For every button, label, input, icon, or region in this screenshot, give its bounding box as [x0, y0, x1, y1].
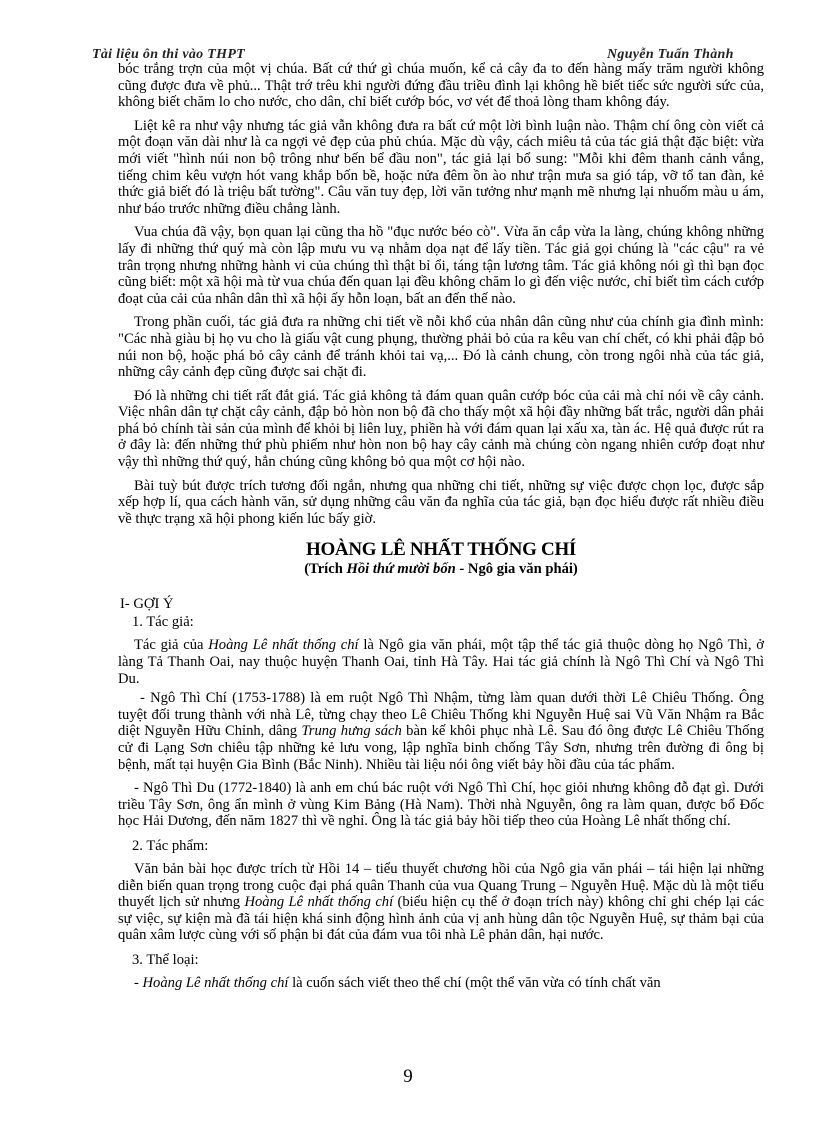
paragraph: bóc trắng trợn của một vị chúa. Bất cứ thứ gì chúa muốn, kể cả cây đa to đến hàng mấy trăm người không cũng được đưa về phủ... Thật trớ trêu khi người đứng đầu triều đình lại không hề biết tiếc sức người sức của, không biết chăm lo cho nước, cho dân, chỉ biết cướp bóc, vơ vét để thoả lòng tham không đáy. — [118, 61, 764, 111]
heading-tac-gia: 1. Tác giả: — [132, 614, 194, 631]
text-run: Tác giả của — [134, 637, 209, 654]
paragraph — [118, 637, 764, 687]
header-left: Tài liệu ôn thi vào THPT — [92, 47, 246, 62]
italic-run: Trung hưng sách — [301, 723, 402, 740]
heading-the-loai: 3. Thể loại: — [132, 951, 199, 968]
heading-goi-y: I- GỢI Ý — [120, 596, 174, 613]
italic-run: - Hoàng Lê nhất thống chí — [134, 974, 289, 991]
italic-run: Hoàng Lê nhất thống chí — [208, 637, 359, 654]
text-run: là cuốn sách viết theo thể chí (một thể văn vừa có tính chất văn — [288, 974, 661, 991]
italic-run: Hoàng Lê nhất thống chí — [244, 894, 394, 911]
paragraph: Trong phần cuối, tác giả đưa ra những chi tiết về nỗi khổ của nhân dân cũng như của chính gia đình mình: "Các nhà giàu bị họ vu cho là giấu vật cung phụng, thường phải bỏ của ra kêu van chí chết, có khi phải đập bỏ núi non bộ, hoặc phá bỏ cây cảnh để tránh khỏi tai vạ,... Đó là cảnh chung, còn trong ngôi nhà của tác giả, những cây cảnh đẹp cũng được sai chặt đi. — [118, 314, 764, 381]
paragraph — [118, 690, 764, 773]
subtitle-italic: Hồi thứ mười bốn — [346, 561, 456, 578]
subtitle-suffix: - Ngô gia văn phái) — [455, 561, 578, 578]
paragraph: Bài tuỳ bút được trích tương đối ngắn, nhưng qua những chi tiết, những sự việc được chọn lọc, được sắp xếp hợp lí, qua cách hành văn, sử dụng những câu văn đa nghĩa của tác giả, bạn đọc hiểu được rất nhiều điều về thực trạng xã hội phong kiến lúc bấy giờ. — [118, 477, 764, 527]
paragraph — [118, 861, 764, 944]
text-run: (biểu hiện cụ thể ở đoạn trích này) không chỉ ghi chép lại các sự việc, sự kiện mà đã tái hiện khá sinh động hình ảnh của vị anh hùng dân tộc Nguyễn Huệ, sự thảm bại của quân xâm lược cùng với số phận bi đát của đám vua tôi nhà Lê phản dân, hại nước. — [118, 894, 764, 944]
text-run: - Ngô Thì Chí (1753-1788) là em ruột Ngô Thì Nhậm, từng làm quan dưới thời Lê Chiêu Thống. Ông tuyệt đối trung thành với nhà Lê, từng chạy theo Lê Chiêu Thống khi Nguyễn Huệ sai Vũ Văn Nhậm ra Bắc diệt Nguyễn Hữu Chỉnh, dâng — [118, 690, 764, 740]
subtitle-prefix: (Trích — [304, 561, 347, 578]
text-run: Văn bản bài học được trích từ Hồi 14 – tiểu thuyết chương hồi của Ngô gia văn phái – tái hiện lại những diễn biến quan trọng trong cuộc đại phá quân Thanh của vua Quang Trung – Nguyễn Huệ. Mặc dù là một tiểu thuyết lịch sử nhưng — [118, 860, 764, 911]
header-right: Nguyễn Tuấn Thành — [607, 47, 734, 62]
section-title: HOÀNG LÊ NHẤT THỐNG CHÍ — [305, 539, 577, 561]
paragraph — [118, 975, 764, 992]
paragraph: Liệt kê ra như vậy nhưng tác giả vẫn không đưa ra bất cứ một lời bình luận nào. Thậm chí ông còn viết cả một đoạn văn dài như là ca ngợi vẻ đẹp của phủ chúa. Mặc dù vậy, cách miêu tả của tác giả thật đặc biệt: vừa mới viết "hình núi non bộ trông như bến bể đầu non", tác giả lại bổ sung: "Mỗi khi đêm thanh cảnh vắng, tiếng chim kêu vượn hót vang khắp bốn bề, hoặc nửa đêm ồn ào như trận mưa sa gió táp, vỡ tổ tan đàn, kẻ thức giả biết đó là triệu bất tường". Câu văn tuy đẹp, lời văn tưởng như mạnh mẽ nhưng lại nhuốm màu u ám, như báo trước những điều chẳng lành. — [118, 117, 764, 217]
section-subtitle — [118, 561, 764, 577]
text-run: là Ngô gia văn phái, một tập thể tác giả thuộc dòng họ Ngô Thì, ở làng Tả Thanh Oai, nay thuộc huyện Thanh Oai, tỉnh Hà Tây. Hai tác giả chính là Ngô Thì Chí và Ngô Thì Du. — [118, 637, 764, 687]
text-run: bàn kế khôi phục nhà Lê. Sau đó ông được Lê Chiêu Thống cử đi Lạng Sơn chiêu tập những kẻ lưu vong, lập nghĩa binh chống Tây Sơn, nhưng trên đường đi ông bị bệnh, mất tại huyện Gia Bình (Bắc Ninh). Nhiều tài liệu nói ông viết bảy hồi đầu của tác phẩm. — [118, 723, 764, 773]
page-number: 9 — [403, 1066, 413, 1087]
paragraph: Vua chúa đã vậy, bọn quan lại cũng tha hồ "đục nước béo cò". Vừa ăn cắp vừa la làng, chúng không những lấy đi những thứ quý mà còn lập mưu vu vạ nhằm dọa nạt để lấy tiền. Tác giả gọi chúng là "các cậu" ra vẻ trân trọng nhưng những hành vi của chúng thì thật bỉ ổi, táng tận lương tâm. Tác giả không nói gì thì bạn đọc cũng biết: một xã hội mà từ vua chúa đến quan lại đều không chăm lo gì đến việc nước, chỉ biết tìm cách cướp đoạt của cải của nhân dân thì xã hội ấy hỗn loạn, bất an đến thế nào. — [118, 224, 764, 307]
paragraph: Đó là những chi tiết rất đắt giá. Tác giả không tả đám quan quân cướp bóc của cải mà chỉ nói về cây cảnh. Việc nhân dân tự chặt cây cảnh, đập bỏ hòn non bộ đã cho thấy một xã hội đầy những bất trắc, người dân phải phá bỏ chính tài sản của mình để khỏi bị liên luỵ, phiền hà với đám quan lại xấu xa, tàn ác. Hệ quả được rút ra ở đây là: đến những thứ phù phiếm như hòn non bộ hay cây cảnh mà chúng còn ngang nhiên cướp đoạt như vậy thì những thứ quý, hẳn chúng cũng không bỏ qua một cơ hội nào. — [118, 387, 764, 471]
paragraph — [118, 780, 764, 830]
document-body — [118, 61, 764, 999]
heading-tac-pham: 2. Tác phẩm: — [132, 837, 209, 854]
text-run: - Ngô Thì Du (1772-1840) là anh em chú bác ruột với Ngô Thì Chí, học giỏi nhưng không đỗ đạt gì. Dưới triều Tây Sơn, ông ẩn mình ở vùng Kim Bảng (Hà Nam). Thời nhà Nguyễn, ông ra làm quan, được bổ Đốc học Hải Dương, đến năm 1827 thì về nghỉ. Ông là tác giả bảy hồi tiếp theo của Hoàng Lê nhất thống chí. — [118, 780, 764, 830]
